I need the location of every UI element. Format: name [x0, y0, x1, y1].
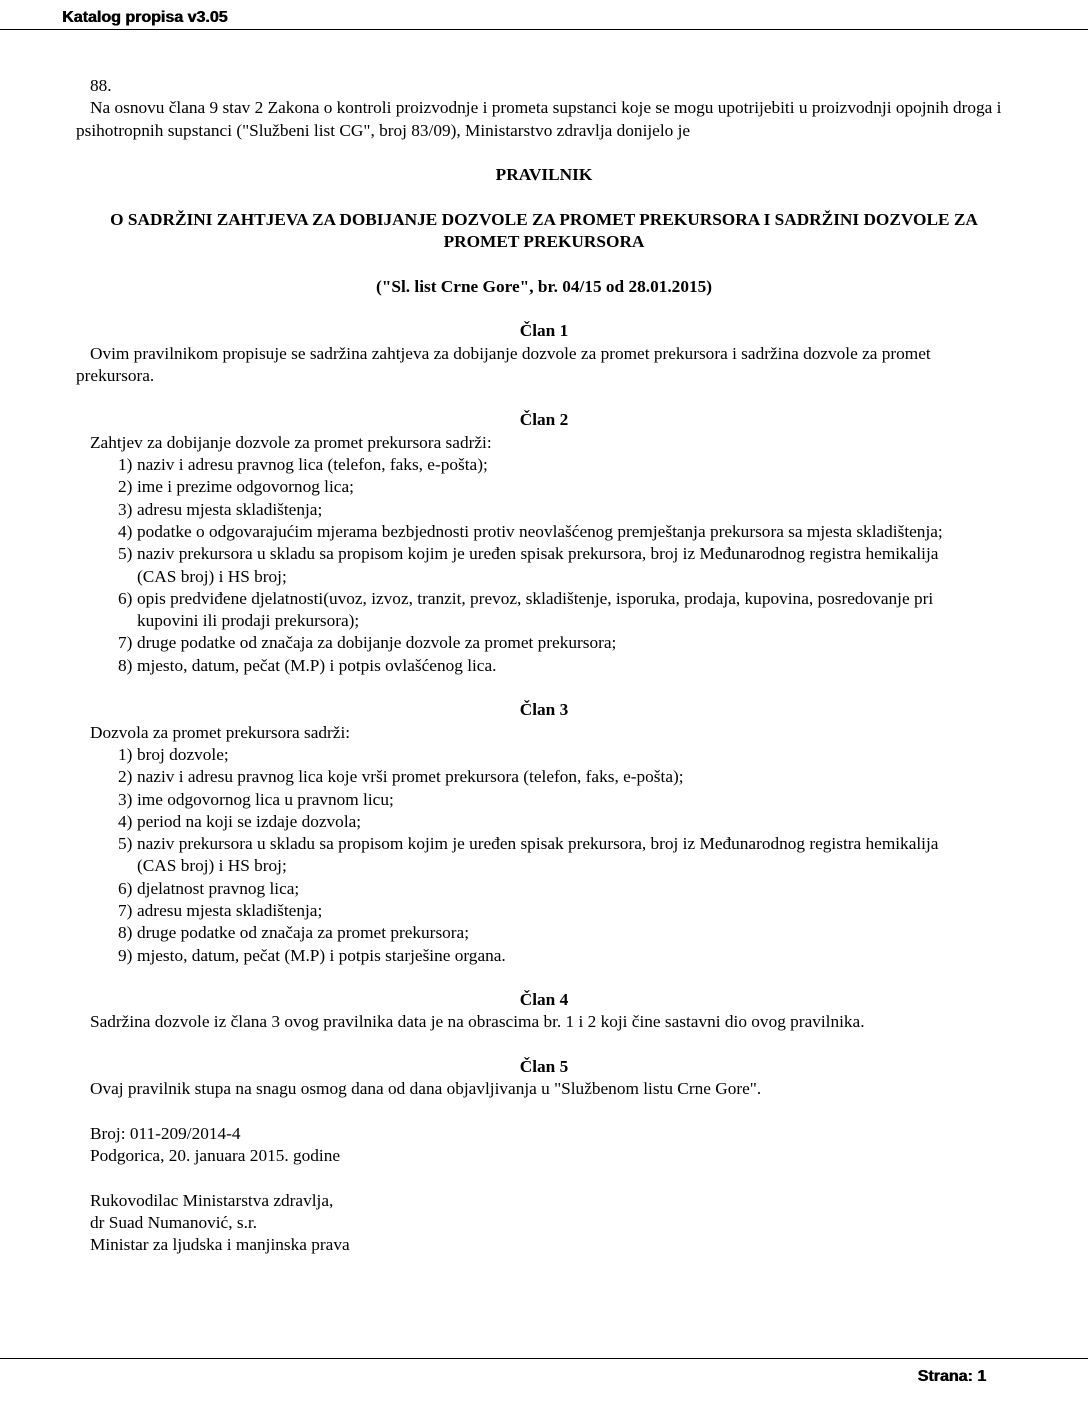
signature-line: Rukovodilac Ministarstva zdravlja,	[90, 1190, 334, 1210]
gazette-reference: ("Sl. list Crne Gore", br. 04/15 od 28.01.2015)	[375, 276, 712, 296]
document-title: PRAVILNIK	[495, 165, 593, 185]
list-item: 2) naziv i adresu pravnog lica koje vrši promet prekursora (telefon, faks, e-pošta);	[118, 767, 684, 787]
article-heading: Član 1	[519, 321, 569, 341]
article-text: Ovaj pravilnik stupa na snagu osmog dana od dana objavljivanja u "Službenom listu Crne Gore".	[90, 1079, 762, 1099]
article-heading: Član 5	[519, 1057, 569, 1077]
article-text: Dozvola za promet prekursora sadrži:	[90, 722, 351, 742]
article-heading: Član 4	[519, 990, 569, 1010]
page-number: 1	[977, 1368, 986, 1385]
document-number: 88.	[90, 76, 112, 95]
list-item: 2) ime i prezime odgovornog lica;	[118, 477, 354, 497]
list-item: 5) naziv prekursora u skladu sa propisom kojim je uređen spisak prekursora, broj iz Međunarodnog registra hemikalija (CAS broj) i HS broj;	[118, 544, 939, 586]
list-item: 1) broj dozvole;	[118, 744, 229, 764]
catalog-header-title: Katalog propisa v3.05	[62, 9, 228, 26]
article-item-list	[76, 454, 1012, 677]
article-text: Sadržina dozvole iz člana 3 ovog pravilnika data je na obrascima br. 1 i 2 koji čine sastavni dio ovog pravilnika.	[90, 1012, 865, 1032]
page-number-footer	[918, 1368, 986, 1386]
list-item: 8) druge podatke od značaja za promet prekursora;	[118, 923, 470, 943]
list-item: 9) mjesto, datum, pečat (M.P) i potpis starješine organa.	[118, 945, 506, 965]
article-text: Zahtjev za dobijanje dozvole za promet prekursora sadrži:	[90, 432, 492, 452]
list-item: 6) opis predviđene djelatnosti(uvoz, izvoz, tranzit, prevoz, skladištenje, isporuka, prodaja, kupovina, posredovanje pri kupovini ili prodaji prekursora);	[118, 588, 934, 631]
page-label: Strana:	[917, 1368, 973, 1385]
list-item: 8) mjesto, datum, pečat (M.P) i potpis ovlašćenog lica.	[118, 655, 497, 675]
preamble: Na osnovu člana 9 stav 2 Zakona o kontroli proizvodnje i prometa supstanci koje se mogu upotrijebiti u proizvodnji opojnih droga i psihotropnih supstanci ("Službeni list CG", broj 83/09), Ministarstvo zdravlja donijelo je	[76, 98, 1002, 140]
signature-line: Ministar za ljudska i manjinska prava	[90, 1235, 350, 1255]
reference-place-date: Podgorica, 20. januara 2015. godine	[90, 1146, 341, 1166]
list-item: 6) djelatnost pravnog lica;	[118, 878, 300, 898]
header-divider	[0, 29, 1088, 30]
footer-divider	[0, 1358, 1088, 1359]
list-item: 4) podatke o odgovarajućim mjerama bezbjednosti protiv neovlašćenog premještanja prekursora sa mjesta skladištenja;	[118, 521, 943, 541]
list-item: 3) adresu mjesta skladištenja;	[118, 499, 323, 519]
article-text: Ovim pravilnikom propisuje se sadržina zahtjeva za dobijanje dozvole za promet prekursora i sadržina dozvole za promet prekursora.	[76, 343, 931, 385]
article-item-list	[76, 744, 1012, 967]
list-item: 7) adresu mjesta skladištenja;	[118, 900, 323, 920]
signature-name: dr Suad Numanović, s.r.	[90, 1213, 258, 1233]
document-subtitle: O SADRŽINI ZAHTJEVA ZA DOBIJANJE DOZVOLE ZA PROMET PREKURSORA I SADRŽINI DOZVOLE ZA PROMET PREKURSORA	[110, 209, 978, 252]
list-item: 3) ime odgovornog lica u pravnom licu;	[118, 789, 394, 809]
list-item: 1) naziv i adresu pravnog lica (telefon, faks, e-pošta);	[118, 455, 488, 475]
document-body	[76, 75, 1012, 1257]
list-item: 5) naziv prekursora u skladu sa propisom kojim je uređen spisak prekursora, broj iz Međunarodnog registra hemikalija (CAS broj) i HS broj;	[118, 834, 939, 876]
list-item: 7) druge podatke od značaja za dobijanje dozvole za promet prekursora;	[118, 633, 617, 653]
article-heading: Član 3	[519, 700, 569, 720]
reference-block	[90, 1123, 1012, 1168]
list-item: 4) period na koji se izdaje dozvola;	[118, 811, 362, 831]
reference-number: Broj: 011-209/2014-4	[90, 1123, 241, 1143]
signature-block	[90, 1190, 1012, 1257]
article-heading: Član 2	[519, 410, 569, 430]
